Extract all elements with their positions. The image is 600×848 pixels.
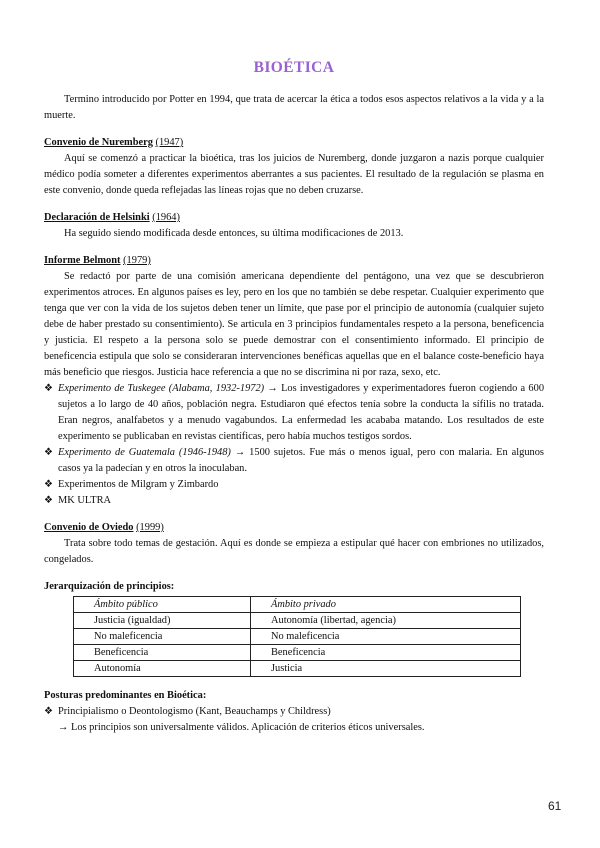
column-header: Ámbito privado xyxy=(251,597,521,613)
list-item xyxy=(44,477,544,493)
document-page xyxy=(44,58,544,736)
experiment-title: Experimento de Guatemala (1946-1948) xyxy=(58,447,231,458)
table-cell: Beneficencia xyxy=(74,645,251,661)
section-text-belmont: Se redactó por parte de una comisión americana dependiente del pentágono, una vez que se descubrieron experimentos atroces. En algunos países es ley, pero en los que no también se debe respetar. Cualquier experimento que tenga que ver con la vida de los sujetos deben tener un límite, que pase por el principio de autonomía (cualquier sujeto debe de haber prestado su consentimiento). Se articula en 3 principios fundamentales respeto a la persona, beneficencia y justicia. El respeto a la persona solo se puede demostrar con el consentimiento informado. El principio de beneficencia estipula que solo se consideraran intervenciones benéficas aquellas que en el balance coste-beneficio haya más beneficio que riesgos. Justicia hace referencia a que no se discrimina ni por raza, sexo, etc. xyxy=(44,271,544,378)
list-item xyxy=(44,493,544,509)
heading-year: (1964) xyxy=(152,212,180,223)
diamond-bullet-icon: ❖ xyxy=(44,383,53,394)
arrow-icon: → xyxy=(267,383,278,394)
experiment-text: Los investigadores y experimentadores fueron cogiendo a 600 sujetos a lo largo de 40 años, población negra. Estudiaron qué efectos tenía sobre la conducta la sífilis no tratada. Eran negros, analfabetos y a menudo vagabundos. La enfermedad les acababa matando. Los resultados de este experimento se publicaban en revistas científicas, pero había muchos testigos sordos. xyxy=(58,383,545,442)
table-cell: No maleficencia xyxy=(74,629,251,645)
principles-table xyxy=(73,596,521,677)
postura-sub-item xyxy=(44,720,544,736)
section-heading-posturas: Posturas predominantes en Bioética: xyxy=(44,690,207,701)
heading-year: (1947) xyxy=(155,137,184,148)
diamond-bullet-icon: ❖ xyxy=(44,447,53,458)
page-number: 61 xyxy=(548,799,562,813)
experiment-text: MK ULTRA xyxy=(58,495,112,506)
section-text-oviedo: Trata sobre todo temas de gestación. Aquí es donde se empieza a estipular qué hacer con embriones no utilizados, congelados. xyxy=(44,538,544,565)
table-cell: No maleficencia xyxy=(251,629,521,645)
heading-year: (1979) xyxy=(123,255,151,266)
heading-year: (1999) xyxy=(136,522,164,533)
postura-text: Principialismo o Deontologismo (Kant, Beauchamps y Childress) xyxy=(58,706,331,717)
experiment-text: Experimentos de Milgram y Zimbardo xyxy=(58,479,219,490)
table-row xyxy=(74,645,521,661)
section-text-nuremberg: Aquí se comenzó a practicar la bioética, tras los juicios de Nuremberg, donde juzgaron a nazis porque cualquier médico podía someter a diferentes experimentos aberrantes a sus pacientes. El resultado de la regulación se plasma en este convenio, donde queda reflejadas las líneas rojas que no deben cruzarse. xyxy=(44,153,544,196)
section-oviedo xyxy=(44,520,544,568)
list-item xyxy=(44,381,544,445)
diamond-bullet-icon: ❖ xyxy=(44,495,53,506)
table-cell: Justicia xyxy=(251,661,521,677)
heading-text: Declaración de Helsinki xyxy=(44,212,150,223)
table-header-row xyxy=(74,597,521,613)
section-posturas xyxy=(44,688,544,736)
section-helsinki xyxy=(44,210,544,242)
table-cell: Beneficencia xyxy=(251,645,521,661)
list-item xyxy=(44,445,544,477)
table-row xyxy=(74,613,521,629)
experiment-title: Experimento de Tuskegee (Alabama, 1932-1972) xyxy=(58,383,265,394)
section-heading-belmont xyxy=(44,253,544,269)
section-jerarquizacion xyxy=(44,579,544,677)
section-nuremberg xyxy=(44,135,544,199)
table-cell: Autonomía xyxy=(74,661,251,677)
section-heading-jerarquizacion: Jerarquización de principios: xyxy=(44,581,175,592)
section-heading-oviedo xyxy=(44,520,544,536)
diamond-bullet-icon: ❖ xyxy=(44,706,53,717)
page-title: BIOÉTICA xyxy=(253,59,335,76)
section-text-helsinki: Ha seguido siendo modificada desde entonces, su última modificaciones de 2013. xyxy=(64,228,404,239)
table-row xyxy=(74,661,521,677)
heading-text: Convenio de Nuremberg xyxy=(44,137,153,148)
postura-sub-text: Los principios son universalmente válidos. Aplicación de criterios éticos universales. xyxy=(71,722,425,733)
arrow-icon: → xyxy=(234,447,246,458)
posturas-list xyxy=(44,704,544,720)
heading-text: Informe Belmont xyxy=(44,255,121,266)
intro-paragraph: Termino introducido por Potter en 1994, que trata de acercar la ética a todos esos aspectos relativos a la vida y a la muerte. xyxy=(44,94,544,121)
section-heading-nuremberg xyxy=(44,135,544,151)
table-row xyxy=(74,629,521,645)
list-item xyxy=(44,704,544,720)
diamond-bullet-icon: ❖ xyxy=(44,479,53,490)
arrow-icon: → xyxy=(58,722,69,733)
experiment-list xyxy=(44,381,544,509)
heading-text: Convenio de Oviedo xyxy=(44,522,134,533)
experiment-text: 1500 sujetos. Fue más o menos igual, pero con malaria. En algunos casos ya la padecían y en otros la inoculaban. xyxy=(58,447,544,474)
section-heading-helsinki xyxy=(44,210,544,226)
section-belmont xyxy=(44,253,544,509)
table-cell: Autonomía (libertad, agencia) xyxy=(251,613,521,629)
column-header: Ámbito público xyxy=(74,597,251,613)
table-cell: Justicia (igualdad) xyxy=(74,613,251,629)
